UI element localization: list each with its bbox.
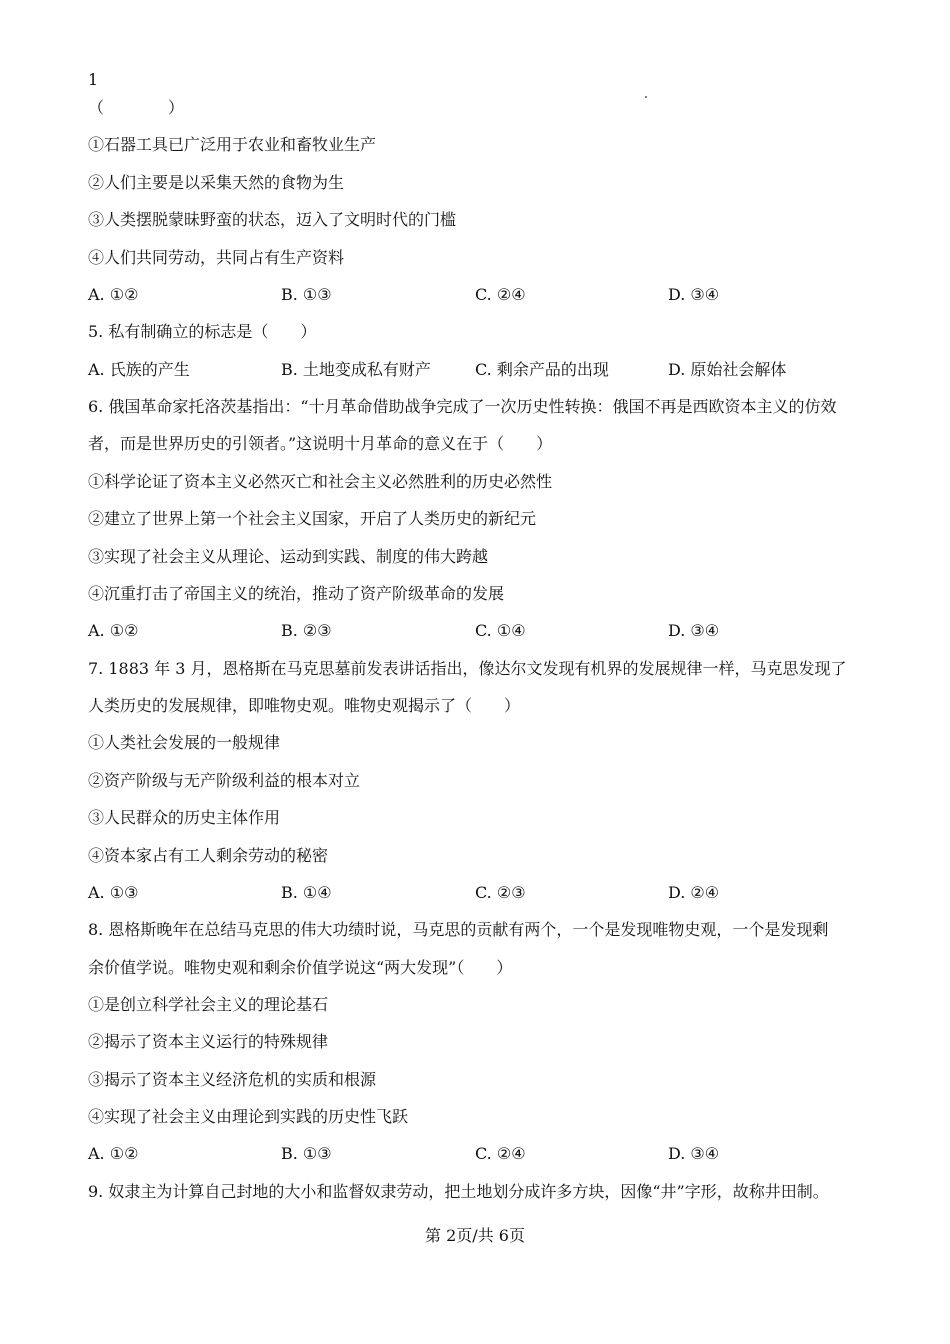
page-fragment-number: 1 <box>88 70 99 89</box>
q7-item-2: ②资产阶级与无产阶级利益的根本对立 <box>88 771 361 790</box>
q5-option-a: A. 氏族的产生 <box>88 360 190 379</box>
q-prev-item-4: ④人们共同劳动，共同占有生产资料 <box>88 248 345 267</box>
q8-option-b: B. ①③ <box>281 1144 332 1163</box>
q8-item-4: ④实现了社会主义由理论到实践的历史性飞跃 <box>88 1107 409 1126</box>
q-prev-option-d: D. ③④ <box>668 285 720 304</box>
q6-item-2: ②建立了世界上第一个社会主义国家，开启了人类历史的新纪元 <box>88 509 537 528</box>
q6-option-a: A. ①② <box>88 621 139 640</box>
q7-item-4: ④资本家占有工人剩余劳动的秘密 <box>88 846 329 865</box>
q-prev-item-2: ②人们主要是以采集天然的食物为生 <box>88 173 345 192</box>
stray-dot <box>645 96 647 98</box>
q-prev-option-a: A. ①② <box>88 285 139 304</box>
q8-stem-line-2: 余价值学说。唯物史观和剩余价值学说这“两大发现”（ ） <box>88 958 513 977</box>
q7-option-d: D. ②④ <box>668 883 720 902</box>
answer-bracket: （ ） <box>88 98 185 117</box>
q6-stem-line-1: 6. 俄国革命家托洛茨基指出：“十月革命借助战争完成了一次历史性转换：俄国不再是西欧资本主义的仿效 <box>88 397 837 416</box>
q7-item-1: ①人类社会发展的一般规律 <box>88 733 281 752</box>
q8-stem-line-1: 8. 恩格斯晚年在总结马克思的伟大功绩时说，马克思的贡献有两个，一个是发现唯物史观，一个是发现剩 <box>88 920 829 939</box>
q5-option-d: D. 原始社会解体 <box>668 360 787 379</box>
q8-option-a: A. ①② <box>88 1144 139 1163</box>
q6-option-b: B. ②③ <box>281 621 332 640</box>
q-prev-item-3: ③人类摆脱蒙昧野蛮的状态，迈入了文明时代的门槛 <box>88 210 457 229</box>
q9-stem: 9. 奴隶主为计算自己封地的大小和监督奴隶劳动，把土地划分成许多方块，因像“井”字形，故称井田制。 <box>88 1182 829 1201</box>
q-prev-item-1: ①石器工具已广泛用于农业和畜牧业生产 <box>88 135 377 154</box>
q8-item-1: ①是创立科学社会主义的理论基石 <box>88 995 329 1014</box>
q8-item-3: ③揭示了资本主义经济危机的实质和根源 <box>88 1070 377 1089</box>
q6-stem-line-2: 者，而是世界历史的引领者。”这说明十月革命的意义在于（ ） <box>88 434 553 453</box>
q6-option-c: C. ①④ <box>475 621 526 640</box>
q8-option-c: C. ②④ <box>475 1144 526 1163</box>
q5-option-b: B. 土地变成私有财产 <box>281 360 431 379</box>
q6-item-4: ④沉重打击了帝国主义的统治，推动了资产阶级革命的发展 <box>88 584 505 603</box>
q7-stem-line-1: 7. 1883 年 3 月，恩格斯在马克思墓前发表讲话指出，像达尔文发现有机界的发展规律一样，马克思发现了 <box>88 659 847 678</box>
q8-item-2: ②揭示了资本主义运行的特殊规律 <box>88 1032 329 1051</box>
page-number-footer: 第 2页/共 6页 <box>425 1226 525 1245</box>
q7-option-c: C. ②③ <box>475 883 526 902</box>
q5-option-c: C. 剩余产品的出现 <box>475 360 609 379</box>
q6-item-1: ①科学论证了资本主义必然灭亡和社会主义必然胜利的历史必然性 <box>88 472 553 491</box>
q8-option-d: D. ③④ <box>668 1144 720 1163</box>
q7-item-3: ③人民群众的历史主体作用 <box>88 808 281 827</box>
q7-option-b: B. ①④ <box>281 883 332 902</box>
q6-item-3: ③实现了社会主义从理论、运动到实践、制度的伟大跨越 <box>88 547 489 566</box>
q-prev-option-b: B. ①③ <box>281 285 332 304</box>
q-prev-option-c: C. ②④ <box>475 285 526 304</box>
q6-option-d: D. ③④ <box>668 621 720 640</box>
q5-stem: 5. 私有制确立的标志是（ ） <box>88 322 317 341</box>
q7-stem-line-2: 人类历史的发展规律，即唯物史观。唯物史观揭示了（ ） <box>88 696 521 715</box>
q7-option-a: A. ①③ <box>88 883 139 902</box>
